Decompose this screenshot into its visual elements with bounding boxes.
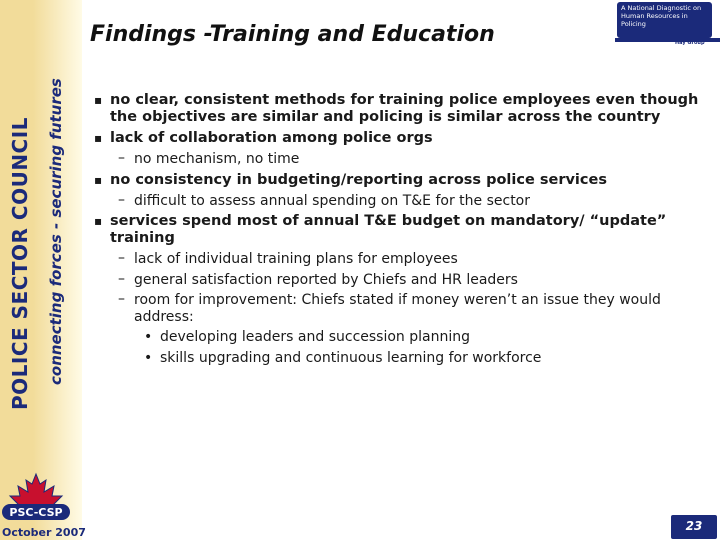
bullet-text: developing leaders and succession planning bbox=[160, 329, 471, 345]
bullet-item bbox=[92, 251, 712, 268]
bullet-marker: • bbox=[144, 329, 153, 345]
bullet-marker: ▪ bbox=[94, 93, 103, 107]
bullet-text: no consistency in budgeting/reporting across police services bbox=[110, 171, 607, 188]
bullet-item bbox=[92, 213, 712, 247]
bullet-item bbox=[92, 130, 712, 147]
page-number-box bbox=[671, 515, 717, 539]
bullet-marker: – bbox=[118, 250, 125, 266]
bullet-item bbox=[92, 151, 712, 168]
page-title: Findings -Training and Education bbox=[90, 22, 495, 47]
badge-text: A National Diagnostic on Human Resources in Policing bbox=[621, 4, 702, 28]
bullet-text: lack of collaboration among police orgs bbox=[110, 130, 433, 146]
bullet-item bbox=[92, 92, 712, 126]
badge-sub: Hay Group bbox=[675, 40, 705, 46]
bullet-text: no mechanism, no time bbox=[134, 151, 300, 167]
bullet-marker: – bbox=[118, 291, 125, 307]
bullet-marker: – bbox=[118, 191, 125, 208]
bullet-marker: ▪ bbox=[94, 172, 103, 187]
bullet-marker: • bbox=[144, 349, 153, 366]
bullet-text: room for improvement: Chiefs stated if money weren’t an issue they would address: bbox=[134, 292, 661, 325]
bullet-list bbox=[92, 92, 712, 370]
bullet-text: no clear, consistent methods for training police employees even though the objectives are similar and policing is similar across the country bbox=[110, 92, 699, 125]
bullet-text: skills upgrading and continuous learning for workforce bbox=[160, 349, 542, 366]
bullet-item bbox=[92, 193, 712, 210]
maple-leaf-icon bbox=[10, 474, 62, 508]
bullet-text: general satisfaction reported by Chiefs and HR leaders bbox=[134, 271, 518, 288]
bullet-marker: – bbox=[118, 270, 125, 287]
bullet-text: lack of individual training plans for employees bbox=[134, 251, 458, 267]
bullet-marker: ▪ bbox=[94, 131, 103, 145]
bullet-marker: ▪ bbox=[94, 214, 103, 228]
diagnostic-badge bbox=[617, 2, 717, 46]
bullet-text: difficult to assess annual spending on T&E for the sector bbox=[134, 192, 530, 209]
bullet-item bbox=[92, 272, 712, 289]
bullet-item bbox=[92, 172, 712, 189]
bullet-marker: – bbox=[118, 150, 125, 166]
council-name: POLICE SECTOR COUNCIL bbox=[8, 117, 32, 410]
bullet-item bbox=[92, 329, 712, 346]
bullet-item bbox=[92, 350, 712, 367]
bullet-text: services spend most of annual T&E budget on mandatory/ “update” training bbox=[110, 213, 667, 246]
bullet-item bbox=[92, 292, 712, 325]
page-number: 23 bbox=[685, 519, 703, 533]
psc-maple-leaf-logo bbox=[2, 472, 70, 526]
council-tagline: connecting forces - securing futures bbox=[47, 78, 65, 385]
date-label: October 2007 bbox=[2, 526, 86, 539]
logo-text: PSC-CSP bbox=[9, 506, 63, 519]
